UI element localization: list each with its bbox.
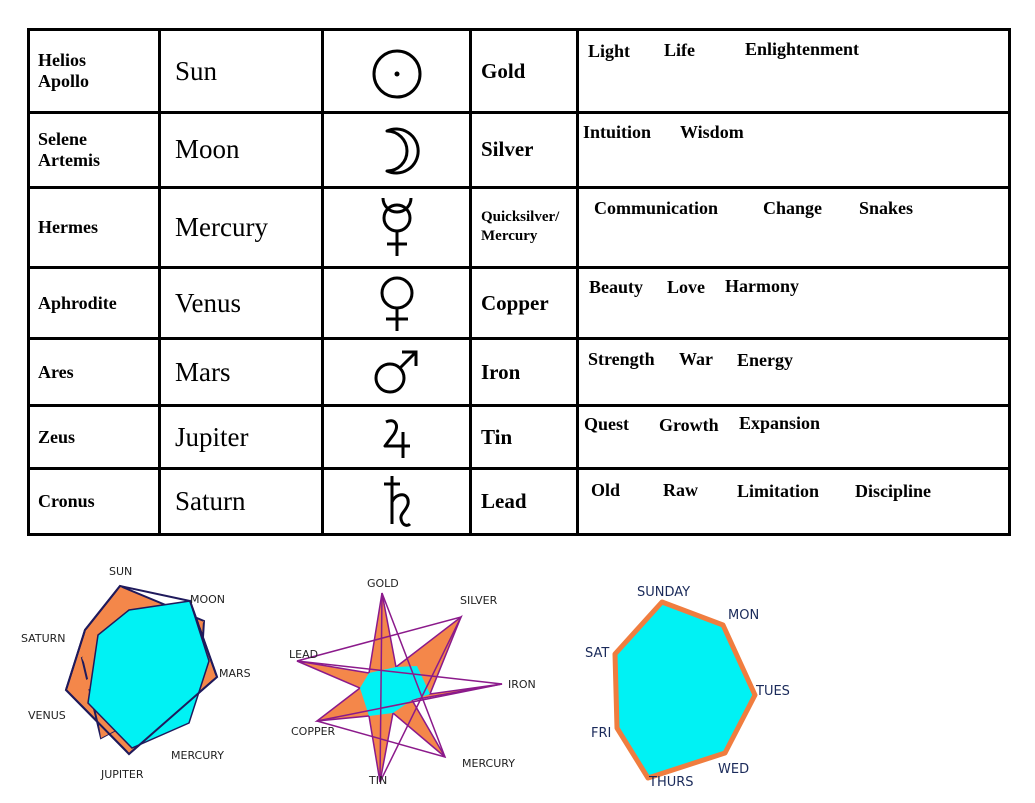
metal-label: LEAD (289, 648, 319, 661)
god-cell (29, 267, 160, 338)
sun-symbol-icon (367, 41, 427, 101)
day-label: WED (718, 762, 750, 777)
trait-label: Beauty (589, 276, 643, 297)
planet-name: Moon (175, 134, 240, 165)
trait-label: Harmony (725, 275, 799, 296)
metal-name: Copper (481, 290, 549, 315)
planet-cell (160, 267, 323, 338)
table-row (29, 30, 1010, 113)
metal-cell (471, 187, 578, 267)
symbol-cell (323, 339, 471, 406)
trait-label: Growth (659, 415, 719, 436)
day-label: SUNDAY (637, 585, 691, 600)
trait-label: Life (664, 40, 695, 60)
god-cell (29, 468, 160, 534)
planet-label: MARS (219, 667, 251, 680)
day-label: SAT (585, 646, 610, 661)
metal-name: Lead (481, 488, 527, 513)
metal-cell (471, 339, 578, 406)
traits-cell (578, 468, 1010, 534)
traits-cell (578, 30, 1010, 113)
metal-cell (471, 113, 578, 187)
table-row (29, 267, 1010, 338)
symbol-cell (323, 187, 471, 267)
moon-symbol-icon (367, 120, 427, 180)
god-cell (29, 406, 160, 468)
traits-cell (578, 339, 1010, 406)
metal-label: SILVER (460, 594, 498, 607)
trait-label: Discipline (855, 480, 932, 501)
day-label: TUES (756, 684, 790, 699)
table-row (29, 339, 1010, 406)
god-name: Aphrodite (38, 292, 117, 313)
planet-label: JUPITER (101, 768, 144, 781)
days-heptagon (615, 602, 755, 778)
metal-cell (471, 30, 578, 113)
god-cell (29, 30, 160, 113)
saturn-symbol-icon (372, 472, 422, 530)
god-name: Zeus (38, 426, 76, 447)
trait-label: Energy (737, 350, 793, 371)
trait-label: Expansion (739, 413, 821, 434)
correspondence-table (27, 28, 1011, 536)
metal-label: GOLD (367, 577, 399, 590)
planet-name: Mercury (175, 211, 268, 242)
metal-name: Quicksilver/ (481, 209, 560, 226)
symbol-cell (323, 113, 471, 187)
trait-label: Raw (663, 479, 698, 500)
trait-label: Light (588, 41, 631, 61)
planet-label: MOON (190, 593, 226, 606)
trait-label: Limitation (737, 480, 820, 501)
god-cell (29, 113, 160, 187)
table-row (29, 187, 1010, 267)
trait-label: Intuition (583, 122, 652, 143)
planet-cell (160, 339, 323, 406)
god-name: Hermes (38, 216, 98, 237)
metal-cell (471, 267, 578, 338)
planet-label: SUN (109, 565, 133, 578)
metal-cell (471, 406, 578, 468)
symbol-cell (323, 267, 471, 338)
metal-cell (471, 468, 578, 534)
day-label: FRI (591, 726, 612, 741)
traits-cell (578, 406, 1010, 468)
planet-heptagram-diagram (14, 553, 264, 798)
metal-name: Iron (481, 359, 521, 384)
metal-label: MERCURY (462, 757, 515, 770)
trait-label: Old (591, 479, 621, 500)
day-label: THURS (649, 775, 694, 790)
metal-name: Gold (481, 58, 526, 83)
planet-name: Sun (175, 55, 218, 86)
god-name: Artemis (38, 149, 100, 170)
planet-name: Jupiter (175, 421, 249, 452)
planet-cell (160, 468, 323, 534)
symbol-cell (323, 30, 471, 113)
mars-symbol-icon (367, 346, 427, 398)
traits-cell (578, 267, 1010, 338)
trait-label: Snakes (859, 197, 914, 218)
planet-label: SATURN (21, 632, 66, 645)
trait-label: Love (667, 276, 705, 297)
planet-cell (160, 30, 323, 113)
god-name: Selene (38, 128, 87, 149)
table-row (29, 468, 1010, 534)
metal-heptagram-diagram (285, 568, 540, 798)
god-name: Helios (38, 50, 86, 71)
venus-symbol-icon (367, 273, 427, 333)
god-cell (29, 339, 160, 406)
traits-cell (578, 187, 1010, 267)
jupiter-symbol-icon (372, 412, 422, 462)
metal-label: TIN (369, 774, 388, 787)
planet-name: Mars (175, 356, 231, 387)
god-cell (29, 187, 160, 267)
trait-label: Quest (584, 414, 629, 435)
metal-name: Mercury (481, 228, 538, 245)
god-name: Ares (38, 361, 74, 382)
trait-label: Communication (594, 197, 719, 218)
planet-name: Saturn (175, 485, 246, 516)
planet-cell (160, 113, 323, 187)
metal-label: IRON (508, 678, 536, 691)
god-name: Apollo (38, 71, 90, 92)
table-row (29, 113, 1010, 187)
planet-cell (160, 406, 323, 468)
metal-name: Tin (481, 424, 513, 449)
mercury-symbol-icon (367, 194, 427, 260)
metal-label: COPPER (291, 725, 336, 738)
table-row (29, 406, 1010, 468)
planet-label: VENUS (28, 709, 66, 722)
trait-label: Change (763, 197, 823, 218)
symbol-cell (323, 468, 471, 534)
traits-cell (578, 113, 1010, 187)
planet-label: MERCURY (171, 749, 224, 762)
trait-label: Enlightenment (745, 39, 860, 59)
metal-name: Silver (481, 137, 534, 162)
trait-label: Strength (588, 349, 655, 370)
day-label: MON (728, 608, 760, 623)
planet-name: Venus (175, 287, 241, 318)
trait-label: Wisdom (680, 122, 744, 143)
symbol-cell (323, 406, 471, 468)
god-name: Cronus (38, 490, 95, 511)
trait-label: War (679, 349, 713, 370)
planet-cell (160, 187, 323, 267)
days-heptagon-diagram (575, 570, 820, 798)
